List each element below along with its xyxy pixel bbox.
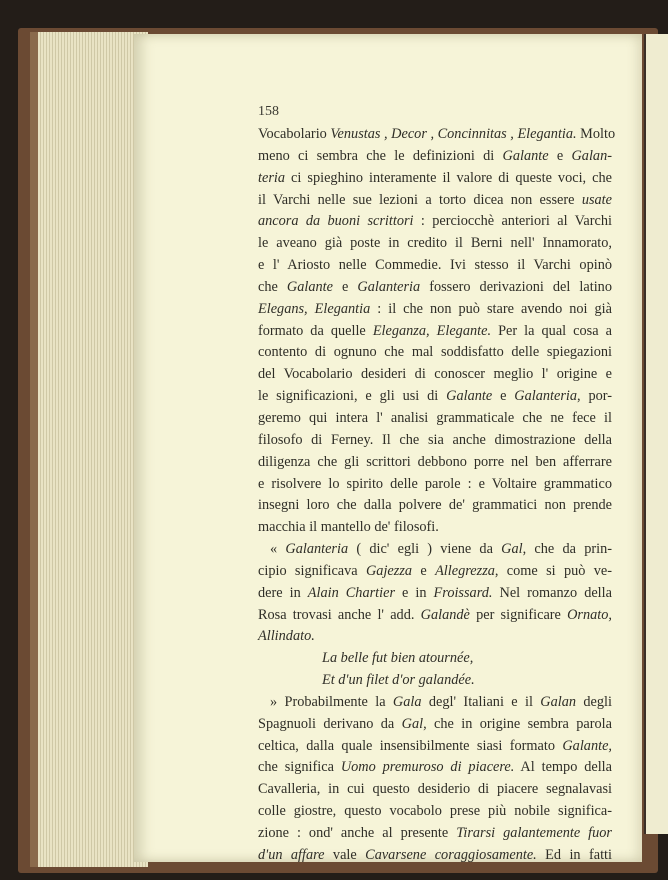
text-span: formato da quelle (258, 322, 373, 339)
text-line (258, 124, 616, 146)
text-span: macchia il mantello de' filosofi. (258, 519, 439, 536)
text-line (258, 430, 612, 452)
text-line (258, 517, 612, 539)
text-line (258, 801, 612, 823)
italic-text: Uomo premuroso di piacere. (340, 759, 515, 776)
text-line (258, 583, 612, 605)
italic-text: Froissard. (433, 584, 493, 601)
text-line (258, 692, 612, 714)
text-span: che significa (258, 759, 341, 776)
italic-text: Galanteria (285, 541, 349, 558)
text-line (258, 190, 612, 212)
text-span: Vocabolario (258, 126, 331, 142)
text-span: meno ci sembra che le definizioni di (258, 147, 503, 164)
text-span: diligenza che gli scrittori debbono porre nel ben afferrare (258, 453, 612, 470)
italic-text: d'un affare (258, 846, 325, 863)
text-line (258, 714, 612, 736)
italic-text: Ornato, (567, 606, 612, 623)
italic-text: Gal (401, 715, 424, 732)
text-span: e l' Ariosto nelle Commedie. Ivi stesso il Varchi opinò (258, 257, 612, 274)
italic-text: usate (581, 191, 612, 208)
text-line (258, 736, 612, 758)
text-span: cipio significava (258, 562, 366, 579)
text-line (258, 757, 612, 779)
text-line (258, 823, 612, 845)
facing-page-edge (644, 34, 668, 834)
italic-text: Galante (446, 388, 493, 405)
text-span: per significare (469, 606, 568, 623)
italic-text: La belle fut bien atournée, (322, 650, 474, 667)
text-line (258, 146, 612, 168)
text-line (258, 495, 612, 517)
text-span: colle giostre, questo vocabolo prese più nobile significa- (258, 803, 612, 820)
italic-text: Gal (501, 541, 523, 558)
text-span: Ed in fatti (536, 846, 612, 863)
text-span: fossero derivazioni del latino (420, 278, 612, 295)
italic-text: Galan- (571, 147, 612, 164)
italic-text: Galante (502, 147, 549, 164)
italic-text: teria (258, 169, 286, 186)
text-span: filosofo di Ferney. Il che sia anche dimostrazione della (258, 431, 612, 448)
text-span: , come si può ve- (494, 562, 612, 579)
italic-text: Gala (392, 693, 422, 710)
text-span: insegni loro che dalla polvere de' grammatici non prende (258, 497, 612, 514)
text-line (258, 364, 612, 386)
italic-text: Tirarsi galantemente fuor (456, 825, 612, 841)
text-line (258, 299, 612, 321)
text-span: Al tempo della (514, 759, 613, 776)
text-span: e in (395, 584, 434, 601)
text-span: ( dic' egli ) viene da (348, 541, 502, 558)
text-span: » Probabilmente la (270, 693, 393, 710)
text-span: Per la qual cosa a (491, 322, 612, 339)
text-line (258, 779, 612, 801)
page-text (258, 124, 616, 867)
text-span: il Varchi nelle sue lezioni a torto dicea non essere (258, 191, 582, 208)
italic-text: Et d'un filet d'or galandée. (322, 672, 475, 689)
text-span: degli (576, 693, 612, 710)
text-span: Nel romanzo della (492, 584, 612, 601)
text-span: « (270, 541, 286, 558)
italic-text: Galan (540, 693, 577, 710)
italic-text: Eleganza, Elegante. (372, 322, 492, 339)
text-line (258, 386, 612, 408)
text-span: : il che non può stare avendo noi già (370, 300, 612, 317)
text-span: : perciocchè anteriori al Varchi (413, 213, 612, 230)
text-line (258, 452, 612, 474)
text-span: geremo qui intera l' analisi grammaticale che ne fece il (258, 409, 612, 426)
text-line (258, 561, 612, 583)
text-line (258, 211, 612, 233)
text-span: , che da prin- (522, 541, 612, 558)
text-span: del Vocabolario desideri di conoscer meglio l' origine e (258, 366, 612, 383)
text-span: contento di ognuno che mal soddisfatto delle spiegazioni (258, 344, 612, 361)
text-span: Cavalleria, in cui questo desiderio di piacere segnalavasi (258, 781, 612, 798)
text-span: celtica, dalla quale insensibilmente siasi formato (258, 737, 563, 754)
text-span: , che in origine sembra parola (423, 715, 612, 732)
text-span: zione : ond' anche al presente (258, 825, 457, 841)
italic-text: Galandè (420, 606, 470, 623)
italic-text: Galanteria (514, 388, 578, 405)
text-line (258, 845, 612, 867)
page-edges (30, 32, 148, 867)
verse-line (258, 670, 612, 692)
italic-text: Galante (286, 278, 333, 295)
text-span: Rosa trovasi anche l' add. (258, 606, 421, 623)
text-line (258, 277, 612, 299)
text-line (258, 626, 612, 648)
text-span: e (492, 388, 515, 405)
italic-text: Allindato. (258, 628, 315, 645)
text-line (258, 342, 612, 364)
text-line (258, 605, 612, 627)
italic-text: Gajezza (365, 562, 413, 579)
text-line (258, 474, 612, 496)
text-span: , por- (577, 388, 613, 405)
text-span: e risolvere lo spirito delle parole : e Voltaire grammatico (258, 475, 612, 492)
page-number: 158 (258, 104, 279, 119)
text-span: vale (324, 846, 366, 863)
italic-text: Venustas , Decor , Concinnitas , Elegantia. (330, 126, 577, 142)
verse-line (258, 648, 612, 670)
italic-text: Cavarsene coraggiosamente. (365, 846, 537, 863)
text-span: degl' Italiani e il (421, 693, 541, 710)
text-line (258, 168, 612, 190)
text-line (258, 539, 612, 561)
text-line (258, 233, 612, 255)
text-line (258, 321, 612, 343)
italic-text: Alain Chartier (307, 584, 396, 601)
italic-text: ancora da buoni scrittori (258, 213, 414, 230)
text-span: le aveano già poste in credito il Berni nell' Innamorato, (258, 235, 612, 252)
text-span: e (332, 278, 358, 295)
italic-text: Galanteria (357, 278, 421, 295)
text-span: e (412, 562, 436, 579)
text-span: Spagnuoli derivano da (258, 715, 402, 732)
italic-text: Elegans, Elegantia (258, 300, 371, 317)
text-line (258, 408, 612, 430)
italic-text: Allegrezza (435, 562, 495, 579)
text-span: che (258, 278, 287, 295)
text-span: e (548, 147, 572, 164)
italic-text: Galante, (562, 737, 612, 754)
text-span: le significazioni, e gli usi di (258, 388, 447, 405)
text-line (258, 255, 612, 277)
text-span: Molto (576, 126, 616, 142)
text-span: dere in (258, 584, 308, 601)
text-span: ci spieghino interamente il valore di queste voci, che (285, 169, 612, 186)
